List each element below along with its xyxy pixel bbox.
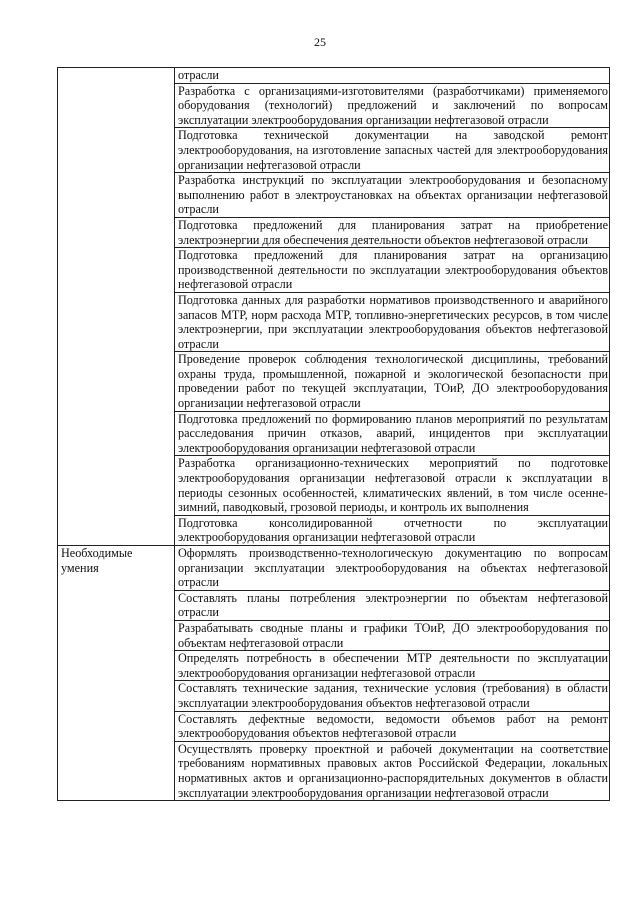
skill-item: Составлять дефектные ведомости, ведомости объемов работ на ремонт электрооборудования объектов нефтегазовой отрасли xyxy=(175,711,610,741)
labor-action-item: Подготовка предложений для планирования затрат на приобретение электроэнергии для обеспечения деятельности объектов нефтегазовой отрасли xyxy=(175,217,610,247)
labor-action-item: Подготовка консолидированной отчетности по эксплуатации электрооборудования организации нефтегазовой отрасли xyxy=(175,515,610,545)
page-number: 25 xyxy=(314,35,326,49)
table-row xyxy=(58,546,610,591)
labor-action-item: Разработка с организациями-изготовителями (разработчиками) применяемого оборудования (технологий) предложений и заключений по вопросам эксплуатации электрооборудования организации нефтегазовой отрасли xyxy=(175,83,610,128)
labor-action-item: Разработка организационно-технических мероприятий по подготовке электрооборудования организации нефтегазовой отрасли к эксплуатации в периоды сезонных особенностей, климатических явлений, в том числе осенне-зимний, паводковый, грозовой периоды, и контроль их выполнения xyxy=(175,456,610,515)
skill-item: Определять потребность в обеспечении МТР деятельности по эксплуатации электрооборудования организации нефтегазовой отрасли xyxy=(175,651,610,681)
row-label xyxy=(58,68,175,546)
labor-action-item: Подготовка данных для разработки нормативов производственного и аварийного запасов МТР, норм расхода МТР, топливно-энергетических ресурсов, в том числе электроэнергии, при эксплуатации электрооборудования объектов нефтегазовой отрасли xyxy=(175,292,610,351)
skill-item: Осуществлять проверку проектной и рабочей документации на соответствие требованиям нормативных правовых актов Российской Федерации, локальных нормативных актов и организационно-распорядительных документов в области эксплуатации электрооборудования организации нефтегазовой отрасли xyxy=(175,741,610,800)
competency-table xyxy=(57,67,610,801)
skill-item: Разрабатывать сводные планы и графики ТОиР, ДО электрооборудования по объектам нефтегазовой отрасли xyxy=(175,620,610,650)
skill-item: Составлять технические задания, технические условия (требования) в области эксплуатации электрооборудования объектов нефтегазовой отрасли xyxy=(175,681,610,711)
labor-action-item: отрасли xyxy=(175,68,610,84)
labor-action-item: Подготовка технической документации на заводской ремонт электрооборудования, на изготовление запасных частей для электрооборудования организации нефтегазовой отрасли xyxy=(175,128,610,173)
labor-action-item: Подготовка предложений для планирования затрат на организацию производственной деятельности по эксплуатации электрооборудования объектов нефтегазовой отрасли xyxy=(175,248,610,293)
labor-action-item: Проведение проверок соблюдения технологической дисциплины, требований охраны труда, промышленной, пожарной и экологической безопасности при проведении работ по текущей эксплуатации, ТОиР, ДО электрооборудования организации нефтегазовой отрасли xyxy=(175,352,610,411)
skills-section-label: Необходимые умения xyxy=(58,546,175,801)
skill-item: Оформлять производственно-технологическую документацию по вопросам организации эксплуатации электрооборудования на объектах нефтегазовой отрасли xyxy=(175,546,610,591)
labor-action-item: Разработка инструкций по эксплуатации электрооборудования и безопасному выполнению работ в электроустановках на объектах организации нефтегазовой отрасли xyxy=(175,173,610,218)
table-row xyxy=(58,68,610,84)
labor-action-item: Подготовка предложений по формированию планов мероприятий по результатам расследования причин отказов, аварий, инцидентов при эксплуатации электрооборудования организации нефтегазовой отрасли xyxy=(175,411,610,456)
skill-item: Составлять планы потребления электроэнергии по объектам нефтегазовой отрасли xyxy=(175,590,610,620)
